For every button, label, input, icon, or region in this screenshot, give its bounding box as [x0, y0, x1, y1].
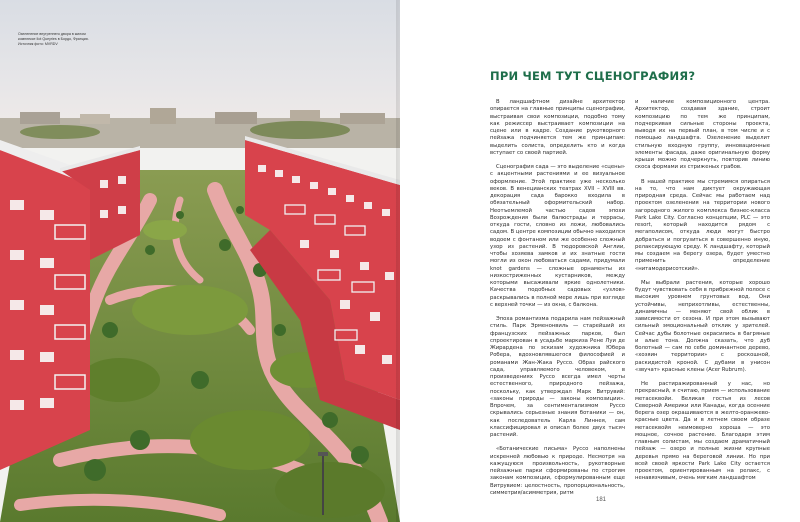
- paragraph: В ландшафтном дизайне архитектор опирается на главные принципы сценографии, выстраивая свои композиции, подобно тому как режиссер выстраивает композиции на сцене или в кадре. Создание рукотворного пейзажа подчиняется тем же принципам: выделить солиста, определить кто и когда вступает со своей партией.: [490, 99, 625, 156]
- page-number: 181: [596, 497, 607, 503]
- text-column-1: [490, 99, 625, 504]
- paragraph: Не растиражированный у нас, но прекрасный, я считаю, прием — использование метасеквойи. Великая гостья из лесов Северной Америки или Канады, когда осенние берега озер окрашиваются в желто-оранжево-красные цвета. Да и в летнем своем образе метасеквойя неимоверно хороша — это мощное, сочное растение. Благодаря этим главным солистам, мы создаем драматичный пейзаж — озеро и полные жизни крупные деревья прямо на береговой линии. Но при всей своей яркости Park Lake City остается проектом, ориентированным на релакс, с ненавязчивым, очень мягким ландшафтом: [635, 381, 770, 482]
- caption-line: комплексе Ilot Queyries в Бордо, Франция.: [18, 37, 89, 41]
- caption-line: Озеленение внутреннего двора в жилом: [18, 32, 86, 36]
- paragraph: Эпоха романтизма подарила нам пейзажный стиль. Парк Эрменонвиль — старейший из французских пейзажных парков, был спроектирован в усадьбе маркиза Рене Луи де Жирардена по эскизам художника Юбера Робера, вдохновлявшегося философией и романами Жан-Жака Руссо. Образ райского сада, управляемого человеком, в произведениях Руссо всегда имел черты естественного, природного пейзажа, поскольку, как утверждал Марк Витрувий: «законы природы — законы композиции». Впрочем, за сентиментализмом Руссо скрывались серьезные знания ботаники — он, как последователь Карла Линнея, сам классифицировал и описал более двух тысяч растений.: [490, 316, 625, 438]
- paragraph: и наличие композиционного центра. Архитектор, создавая здание, строит композицию по тем же принципам, подчеркивая сильные стороны проекта, выводя их на первый план, в том числе и с помощью ландшафта. Озеленение выделит стильную входную группу, инновационные элементы фасада, даже оригинальную форму крыши можно подчеркнуть, повторив линию скоса формами из стриженых грабов.: [635, 99, 770, 171]
- paragraph: В нашей практике мы стремимся опираться на то, что нам диктует окружающая природная среда. Сейчас мы работаем над проектом озеленения на территории нового загородного жилого комплекса бизнес-класса Park Lake City. Согласно концепции, PLC — это resort, который находится рядом с мегаполисом, откуда люди могут быстро добраться и погрузиться в совершенно иную, релаксирующую среду. К ландшафту, который мы создаем на берегу озера, будет уместно применить определение «нитамодерисотский».: [635, 178, 770, 272]
- photo-caption: [18, 32, 128, 47]
- right-page: [400, 0, 800, 522]
- text-column-2: [635, 99, 770, 490]
- paragraph: Сценография сада — это выделение «сцены» с акцентными растениями и ее визуальное оформление. Этой практике уже несколько веков. В венецианских театрах XVII – XVIII вв. декорация сада барокко входила в обязательный оформительский набор. Неотъемлемой частью садов эпохи Возрождения были балюстрады и террасы, откуда гости, словно из ложи, любовались садом. В центре композиции обычно находился водоем с фонтаном или же особенно сложный узор из растений. В тюдоровской Англии, чтобы хозяева замков и их знатные гости могли из окон любоваться садами, придумали knot gardens — сложные орнаменты из низкостриженных кустарников, между которыми высаживали яркие однолетники. Качества подобных садовых «узлов» раскрывались в полной мере лишь при взгляде с верхней точки — из окна, с балкона.: [490, 164, 625, 308]
- caption-line: Источник фото: MVRDV: [18, 42, 58, 46]
- article-headline: ПРИ ЧЕМ ТУТ СЦЕНОГРАФИЯ?: [490, 69, 696, 83]
- paragraph: Мы выбрали растения, которые хорошо будут чувствовать себя в прибрежной полосе с высоким уровнем грунтовых вод. Они устойчивы, неприхотливы, естественны, динамичны — меняют свой облик в зависимости от сезона. И при этом вызывают сильный эмоциональный отклик у зрителей. Сейчас дубы болотные окрасились в багряные и алые тона. Должна сказать, что дуб болотный — сам по себе доминантное дерево, «хозяин территории» с роскошной, раскидистой кроной. С дубами в унисон «звучат» красные клены (Acer Rubrum).: [635, 279, 770, 373]
- paragraph: «Ботанические письма» Руссо наполнены искренней любовью к природе. Несмотря на кажущуюся произвольность, рукотворные пейзажные парки сформированы по строгим законам композиции, сформулированным еще Витрувием: целостность, пропорциональность, симметрия/асимметрия, ритм: [490, 446, 625, 496]
